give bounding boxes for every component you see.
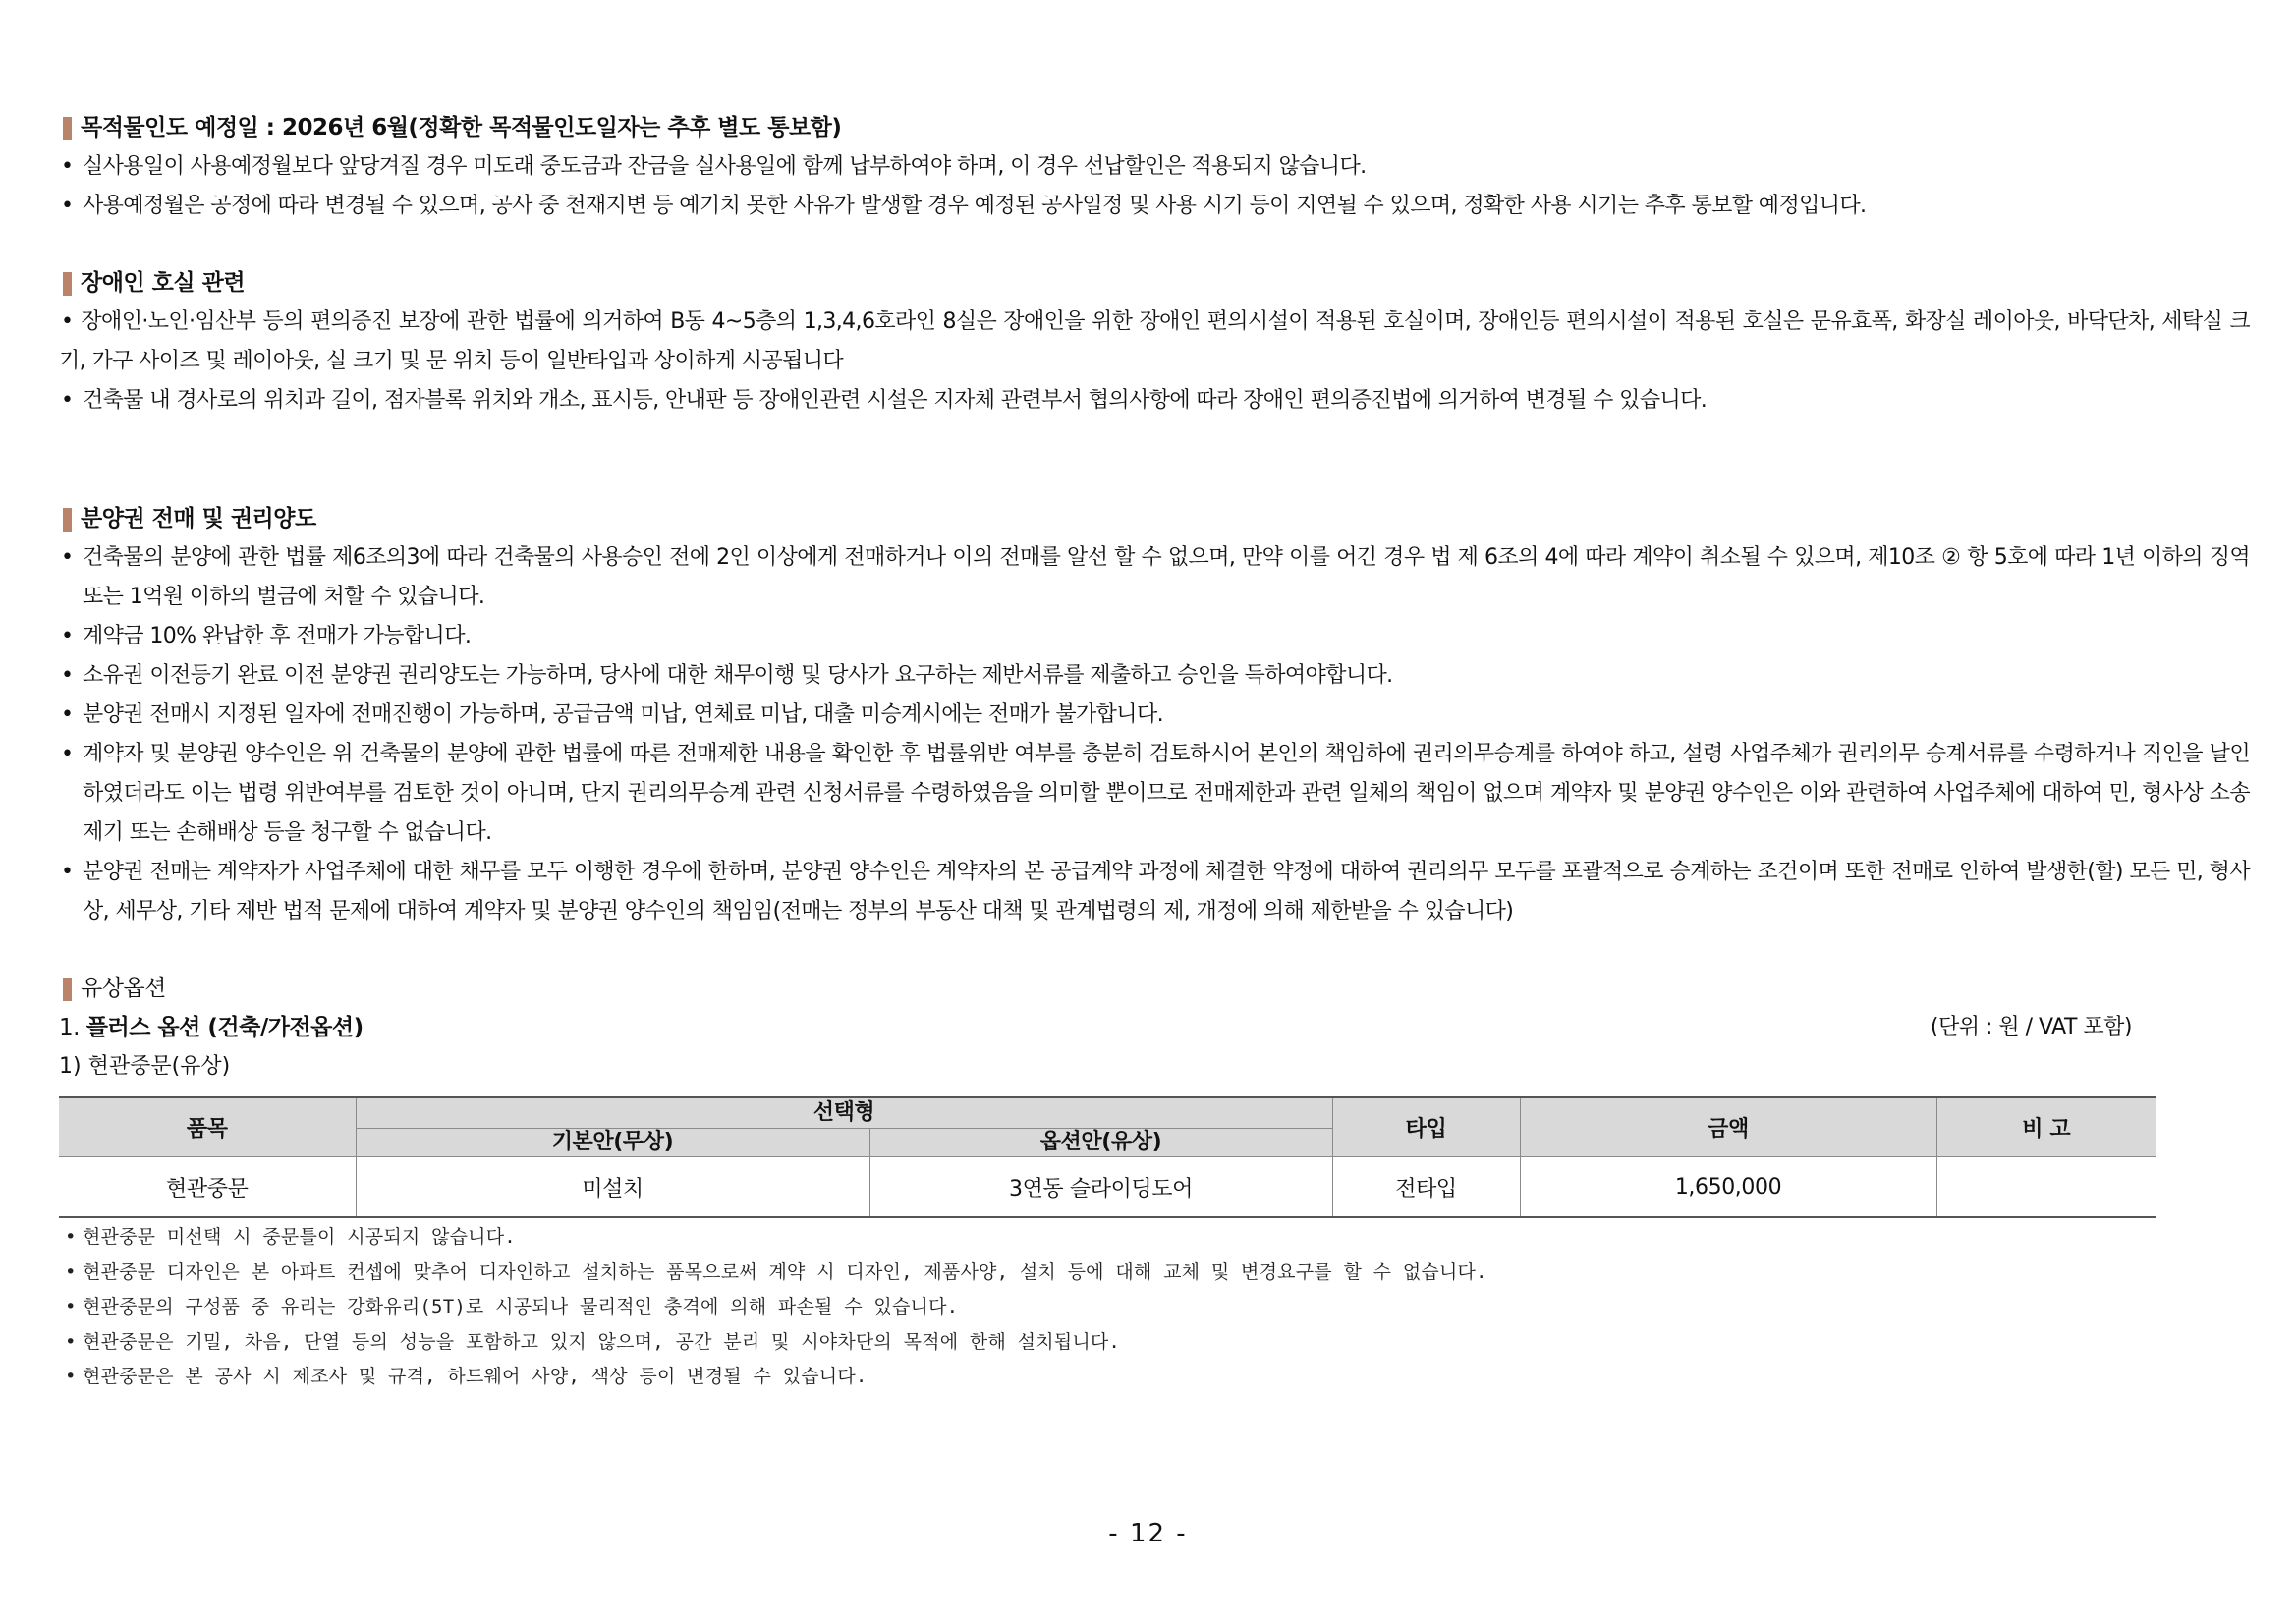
unit-note: (단위 : 원 / VAT 포함) xyxy=(1930,1015,2132,1039)
header-option: 옵션안(유상) xyxy=(869,1129,1332,1157)
section-title: 분양권 전매 및 권리양도 xyxy=(59,499,2250,538)
section-title: 유상옵션 xyxy=(59,969,2250,1008)
option-heading: 1. 플러스 옵션 (건축/가전옵션) (단위 : 원 / VAT 포함) xyxy=(59,1008,2250,1047)
bullet-item: • 계약금 10% 완납한 후 전매가 가능합니다. xyxy=(61,624,472,648)
cell-note xyxy=(1936,1157,2156,1218)
cell-option: 3연동 슬라이딩도어 xyxy=(869,1157,1332,1218)
header-basic: 기본안(무상) xyxy=(356,1129,869,1157)
section-title: 목적물인도 예정일 : 2026년 6월(정확한 목적물인도일자는 추후 별도 통보함) xyxy=(59,108,2250,147)
bullet-item: • 건축물의 분양에 관한 법률 제6조의3에 따라 건축물의 사용승인 전에 2인 이상에게 전매하거나 이의 전매를 알선 할 수 없으며, 만약 이를 어긴 경우 법 제 6조의 4에 따라 계약이 취소될 수 있으며, 제10조 ② 항 5호에 따라 1년 이하의 징역 또는 1억원 이하의 벌금에 처할 수 있습니다. xyxy=(61,545,2250,609)
header-amount: 금액 xyxy=(1520,1097,1936,1157)
document-page xyxy=(59,108,2250,1395)
note-item: • 현관중문의 구성품 중 유리는 강화유리(5T)로 시공되나 물리적인 충격에 의해 파손될 수 있습니다. xyxy=(65,1296,959,1317)
bullet-item: • 분양권 전매는 계약자가 사업주체에 대한 채무를 모두 이행한 경우에 한하며, 분양권 양수인은 계약자의 본 공급계약 과정에 체결한 약정에 대하여 권리의무 모두를 포괄적으로 승계하는 조건이며 또한 전매로 인하여 발생한(할) 모든 민, 형사상, 세무상, 기타 제반 법적 문제에 대하여 계약자 및 분양권 양수인의 책임임(전매는 정부의 부동산 대책 및 관계법령의 제, 개정에 의해 제한받을 수 있습니다) xyxy=(61,860,2250,924)
section-marker-bar xyxy=(63,508,72,532)
bullet-item: • 장애인·노인·임산부 등의 편의증진 보장에 관한 법률에 의거하여 B동 4~5층의 1,3,4,6호라인 8실은 장애인을 위한 장애인 편의시설이 적용된 호실이며, 장애인등 편의시설이 적용된 호실은 문유효폭, 화장실 레이아웃, 바닥단차, 세탁실 크기, 가구 사이즈 및 레이아웃, 실 크기 및 문 위치 등이 일반타입과 상이하게 시공됩니다 xyxy=(59,309,2250,373)
bullet-item: • 사용예정월은 공정에 따라 변경될 수 있으며, 공사 중 천재지변 등 예기치 못한 사유가 발생할 경우 예정된 공사일정 및 사용 시기 등이 지연될 수 있으며, 정확한 사용 시기는 추후 통보할 예정입니다. xyxy=(61,194,1867,218)
section-title: 장애인 호실 관련 xyxy=(59,263,2250,303)
section-marker-bar xyxy=(63,978,72,1001)
cell-item: 현관중문 xyxy=(59,1157,356,1218)
section-paid-options xyxy=(59,969,2250,1395)
section-marker-bar xyxy=(63,272,72,296)
section-delivery xyxy=(59,108,2250,226)
note-item: • 현관중문 미선택 시 중문틀이 시공되지 않습니다. xyxy=(65,1226,516,1248)
page-number: - 12 - xyxy=(1108,1519,1188,1548)
header-type: 타입 xyxy=(1332,1097,1520,1157)
section-disabled-units xyxy=(59,263,2250,420)
header-item: 품목 xyxy=(59,1097,356,1157)
bullet-item: • 분양권 전매시 지정된 일자에 전매진행이 가능하며, 공급금액 미납, 연체료 미납, 대출 미승계시에는 전매가 불가합니다. xyxy=(61,702,1163,727)
cell-amount: 1,650,000 xyxy=(1520,1157,1936,1218)
table-row xyxy=(59,1157,2156,1218)
option-table xyxy=(59,1096,2156,1218)
option-notes xyxy=(59,1220,2250,1395)
header-note: 비 고 xyxy=(1936,1097,2156,1157)
header-select: 선택형 xyxy=(356,1097,1332,1129)
cell-basic: 미설치 xyxy=(356,1157,869,1218)
option-subheading: 1) 현관중문(유상) xyxy=(59,1054,231,1079)
note-item: • 현관중문 디자인은 본 아파트 컨셉에 맞추어 디자인하고 설치하는 품목으로써 계약 시 디자인, 제품사양, 설치 등에 대해 교체 및 변경요구를 할 수 없습니다. xyxy=(65,1260,1487,1283)
bullet-item: • 건축물 내 경사로의 위치과 길이, 점자블록 위치와 개소, 표시등, 안내판 등 장애인관련 시설은 지자체 관련부서 협의사항에 따라 장애인 편의증진법에 의거하여 변경될 수 있습니다. xyxy=(61,388,1708,413)
note-item: • 현관중문은 본 공사 시 제조사 및 규격, 하드웨어 사양, 색상 등이 변경될 수 있습니다. xyxy=(65,1366,868,1387)
section-resale xyxy=(59,499,2250,931)
cell-type: 전타입 xyxy=(1332,1157,1520,1218)
bullet-item: • 소유권 이전등기 완료 이전 분양권 권리양도는 가능하며, 당사에 대한 채무이행 및 당사가 요구하는 제반서류를 제출하고 승인을 득하여야합니다. xyxy=(61,663,1393,688)
section-marker-bar xyxy=(63,117,72,140)
bullet-item: • 계약자 및 분양권 양수인은 위 건축물의 분양에 관한 법률에 따른 전매제한 내용을 확인한 후 법률위반 여부를 충분히 검토하시어 본인의 책임하에 권리의무승계를 하여야 하고, 설령 사업주체가 권리의무 승계서류를 수령하거나 직인을 날인하였더라도 이는 법령 위반여부를 검토한 것이 아니며, 단지 권리의무승계 관련 신청서류를 수령하였음을 의미할 뿐이므로 전매제한과 관련 일체의 책임이 없으며 계약자 및 분양권 양수인은 이와 관련하여 사업주체에 대하여 민, 형사상 소송제기 또는 손해배상 등을 청구할 수 없습니다. xyxy=(61,742,2250,845)
note-item: • 현관중문은 기밀, 차음, 단열 등의 성능을 포함하고 있지 않으며, 공간 분리 및 시야차단의 목적에 한해 설치됩니다. xyxy=(65,1330,1121,1353)
bullet-item: • 실사용일이 사용예정월보다 앞당겨질 경우 미도래 중도금과 잔금을 실사용일에 함께 납부하여야 하며, 이 경우 선납할인은 적용되지 않습니다. xyxy=(61,154,1367,179)
